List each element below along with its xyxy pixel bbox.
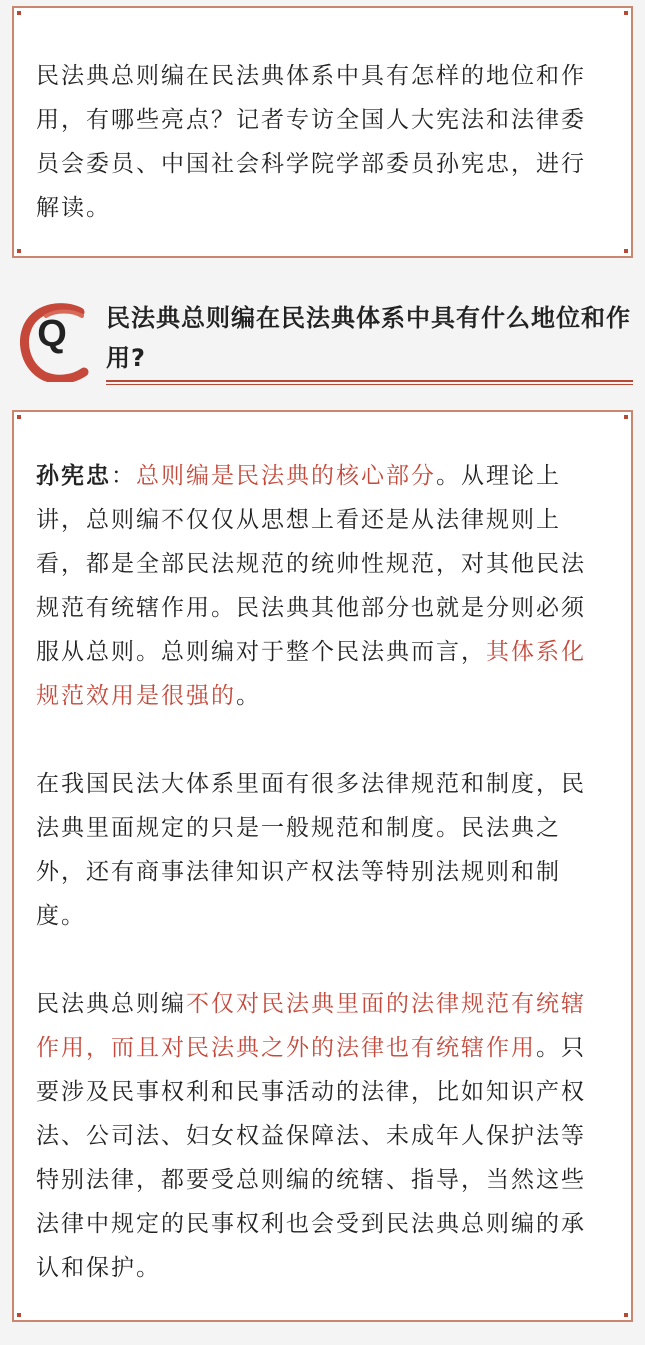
corner-dot — [17, 1313, 21, 1317]
corner-dot — [624, 249, 628, 253]
highlight-text: 不仅对民法典里面的法律规范有统辖作用，而且对民法典之外的法律也有统辖作用 — [36, 991, 586, 1061]
intro-paragraph: 民法典总则编在民法典体系中具有怎样的地位和作用，有哪些亮点？记者专访全国人大宪法和法律委员会委员、中国社会科学院学部委员孙宪忠，进行解读。 — [36, 63, 586, 221]
body-text: 民法典总则编 — [36, 991, 186, 1017]
body-text: 。 — [236, 683, 261, 709]
question-header — [0, 280, 645, 390]
corner-dot — [624, 1313, 628, 1317]
highlight-text: 总则编是民法典的核心部分 — [136, 463, 436, 489]
q-badge-letter: Q — [37, 313, 67, 355]
corner-dot — [624, 11, 628, 15]
answer-paragraph-2: 在我国民法大体系里面有很多法律规范和制度，民法典里面规定的只是一般规范和制度。民法典之外，还有商事法律知识产权法等特别法规则和制度。 — [36, 771, 586, 929]
title-underline-thin — [106, 384, 633, 385]
answer-paragraph-3 — [36, 982, 609, 1290]
corner-dot — [17, 249, 21, 253]
corner-dot — [17, 11, 21, 15]
body-text: 。只要涉及民事权利和民事活动的法律，比如知识产权法、公司法、妇女权益保障法、未成年人保护法等特别法律，都要受总则编的统辖、指导，当然这些法律中规定的民事权利也会受到民法典总则编的承认和保护。 — [36, 1035, 586, 1281]
corner-dot — [624, 415, 628, 419]
speaker-colon: ： — [111, 463, 136, 489]
body-text: 。从理论上讲，总则编不仅仅从思想上看还是从法律规则上看，都是全部民法规范的统帅性规范，对其他民法规范有统辖作用。民法典其他部分也就是分则必须服从总则。总则编对于整个民法典而言， — [36, 463, 586, 665]
speaker-name: 孙宪忠 — [36, 463, 111, 489]
highlight-text: 其体系化规范效用是很强的 — [36, 639, 586, 709]
title-underline — [106, 380, 633, 382]
answer-paragraph-1 — [36, 454, 609, 718]
question-title: 民法典总则编在民法典体系中具有什么地位和作用? — [106, 304, 631, 372]
corner-dot — [17, 415, 21, 419]
